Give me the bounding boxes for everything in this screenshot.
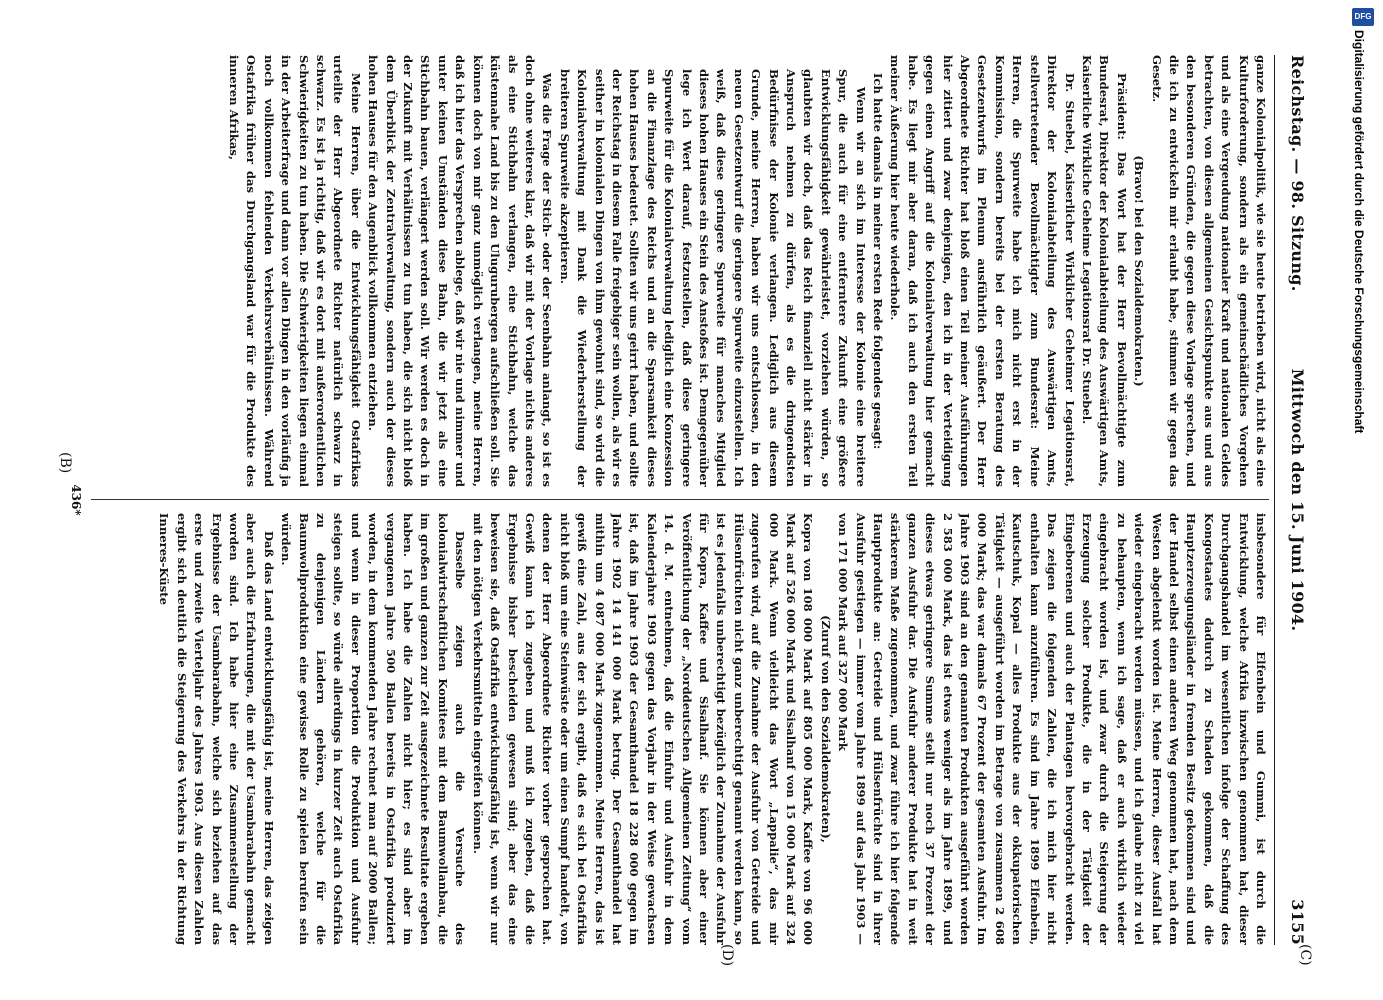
page-number: 3155	[1288, 899, 1307, 945]
paragraph: ganze Kolonialpolitik, wie sie heute betrieben wird, nicht als eine Kulturforderung, sondern als ein gemeinschädliches Vorgehen und als eine Vergeudung nationaler Kraft und nationalen Geldes betrachten, von diesen allgemeinen Gesichtspunkte aus und aus den besonderen Gründen, die gegen diese Vorlage sprechen, und die ich zu entwickeln mir erlaubt habe, stimmen wir gegen das Gesetz.	[1149, 55, 1268, 487]
paragraph: Dasselbe zeigen auch die Versuche des kolonialwirtschaftlichen Komitees mit dem Baumwollanbau, die im großen und ganzen zur Zeit ausgezeichnete Resultate ergeben haben. Ich habe die Zahlen nicht hier; es sind aber im vergangenen Jahre 500 Ballen bereits in Ostafrika produziert worden, in dem kommenden Jahre rechnet man auf 2000 Ballen; und wenn in dieser Proportion die Produktion und Ausfuhr steigen sollte, so würde allerdings in kurzer Zeit auch Ostafrika zu denjenigen Ländern gehören, welche für die Baumwollproduktion eine gewisse Rolle zu spielen berufen sein würden.	[279, 513, 468, 945]
quote-paragraph: Wenn wir an sich im Interesse der Kolonie eine breitere Spur, die auch für eine entferntere Zukunft eine größere Entwicklungsfähigkeit gewährleistet, vorziehen würden, so glaubten wir doch, daß das Reich finanziell nicht stärker in Anspruch nehmen zu dürfen, als es die dringendsten Bedürfnisse der Kolonie verlangen. Lediglich aus diesem Grunde, meine Herren, haben wir uns entschlossen, in den neuen Gesetzentwurf die geringere Spurweite einzustellen. Ich weiß, daß diese geringere Spurweite für manches Mitglied dieses hohen Hauses ein Stein des Anstoßes ist. Demgegenüber lege ich Wert darauf, festzustellen, daß diese geringere Spurweite für die Kolonialverwaltung lediglich eine Konzession an die Finanzlage des Reichs und an die Sparsamkeit dieses hohen Hauses bedeutet. Sollten wir uns geirrt haben, und sollte der Reichstag in diesem Falle freigebiger sein wollen, als wir es seither in kolonialen Dingen von ihm gewohnt sind, so wird die Kolonialverwaltung mit Dank die Wiederherstellung der breiteren Spurweite akzeptieren.	[557, 69, 868, 487]
dfg-logo: DFG	[1352, 8, 1374, 26]
session-title: Reichstag. — 98. Sitzung.	[1288, 55, 1307, 292]
paragraph: Was die Frage der Stich- oder der Seenbahn anlangt, so ist es doch ohne weiteres klar, daß wir mit der Vorlage nichts anderes als eine Stichbahn verlangen, eine Stichbahn, welche das küstennahe Land bis zu den Ulugurubergen aufschließen soll. Sie können doch von mir ganz unmöglich verlangen, meine Herren, daß ich hier das Versprechen ablege, daß wir nie und nimmer und unter keinen Umständen diese Bahn, die wir jetzt als eine Stichbahn bauen, verlängert werden soll. Wir werden es doch in der Zukunft mit Verhältnissen zu tun haben, die sich nicht bloß dem Überblick der Zentralverwaltung, sondern auch der dieses hohen Hauses für den Augenblick vollkommen entziehen.	[366, 55, 555, 487]
margin-mark-b: (B)	[57, 452, 73, 474]
margin-mark-d: (D)	[719, 944, 735, 967]
paragraph: Kopra von 108 000 Mark auf 805 000 Mark, Kaffee von 96 000 Mark auf 526 000 Mark und Sisalhanf von 15 000 Mark auf 324 000 Mark. Wenn vielleicht das Wort „Lappalie“, das mir zugerufen wird, auf die Zunahme der Ausfuhr von Getreide und Hülsenfrüchten nicht ganz unberechtigt genannt werden kann, so ist es jedenfalls unberechtigt bezüglich der Zunahme der Ausfuhr für Kopra, Kaffee und Sisalhanf. Sie können aber einer Veröffentlichung der „Norddeutschen Allgemeinen Zeitung“ vom 14. d. M. entnehmen, daß die Einfuhr und Ausfuhr in dem Kalenderjahre 1903 gegen das Vorjahr in der Weise gewachsen ist, daß im Jahre 1903 der Gesamthandel 18 228 000 gegen im Jahre 1902 14 141 000 Mark betrug. Der Gesamthandel hat mithin um 4 087 000 Mark zugenommen. Meine Herren, das ist gewiß eine Zahl, aus der sich ergibt, daß es sich bei Ostafrika nicht bloß um eine Steinwüste oder um einen Sumpf handelt, von denen der Herr Abgeordnete Richter vorher gesprochen hat. Gewiß kann ich zugeben und muß ich zugeben, daß die Ergebnisse bisher bescheiden gewesen sind; aber das eine beweisen sie, daß Ostafrika entwicklungsfähig ist, wenn wir nur mit den nötigen Verkehrsmitteln eingreifen können.	[470, 513, 816, 945]
applause-note: (Bravo! bei den Sozialdemokraten.)	[1132, 155, 1147, 387]
paragraph: Ich hatte damals in meiner ersten Rede folgendes gesagt:	[871, 73, 886, 450]
page-header	[1279, 55, 1313, 945]
newspaper-page	[45, 0, 1335, 1000]
column-divider	[91, 499, 1269, 500]
paragraph: Meine Herren, über die Entwicklungsfähigkeit Ostafrikas urteilte der Herr Abgeordnete Richter natürlich schwarz in schwarz. Es ist ja richtig, daß wir es dort mit außerordentlichen Schwierigkeiten zu tun haben. Die Schwierigkeiten liegen einmal in der Arbeiterfrage und dann vor allen Dingen in den vorläufig ja noch vollkommen fehlenden Verkehrsverhältnissen. Während Ostafrika früher das Durchgangsland war für die Produkte des inneren Afrikas,	[227, 55, 363, 487]
margin-mark-c: (C)	[1297, 944, 1313, 966]
session-date: Mittwoch den 15. Juni 1904.	[1288, 368, 1307, 632]
right-column	[89, 513, 1269, 945]
digitization-credit	[1352, 8, 1380, 998]
left-column	[89, 55, 1269, 487]
paragraph: Daß das Land entwicklungsfähig ist, meine Herren, das zeigen aber auch die Erfahrungen, die mit der Usambarabahn gemacht worden sind. Ich habe hier eine Zusammenstellung der Ergebnisse der Usambarabahn, welche sich beziehen auf das erste und zweite Vierteljahr des Jahres 1903. Aus diesen Zahlen ergibt sich deutlich die Steigerung des Verkehrs in der Richtung Inneres-Küste	[157, 513, 276, 945]
interjection-note: (Zuruf von den Sozialdemokraten),	[818, 615, 833, 843]
paragraph: insbesondere für Elfenbein und Gummi, ist durch die Entwicklung, welche Afrika inzwischen genommen hat, dieser Durchgangshandel im wesentlichen infolge der Schaffung des Kongostaates dadurch zu Schaden gekommen, daß die Hauptzerzeugungsländer in fremden Besitz gekommen sind und der Handel selbst einen anderen Weg genommen hat, nach dem Westen abgelenkt worden ist. Meine Herren, dieser Ausfall hat wieder eingebracht werden müssen, und ich glaube nicht zu viel zu behaupten, wenn ich sage, daß er auch wirklich wieder eingebracht worden ist, und zwar durch die Steigerung der Erzeugung solcher Produkte, die in der Tätigkeit der Eingeborenen und auch der Plantagen hervorgebracht werden. Das zeigen die folgenden Zahlen, die ich mich hier nicht enthalten kann anzuführen. Es sind im Jahre 1899 Elfenbein, Kautschuk, Kopal — alles Produkte aus der okkupatorischen Tätigkeit — ausgeführt worden im Betrage von zusammen 2 608 000 Mark; das war damals 67 Prozent der gesamten Ausfuhr. Im Jahre 1903 sind an den genannten Produkten ausgeführt worden 2 583 000 Mark, das ist etwas weniger als im Jahre 1899, und dieses etwas geringere Summe stellt nur noch 37 Prozent der ganzen Ausfuhr dar. Die Ausfuhr anderer Produkte hat in weit stärkerem Maße zugenommen, und zwar führe ich hier folgende Hauptprodukte an: Getreide und Hülsenfrüchte sind in ihrer Ausfuhr gestiegen — immer vom Jahre 1899 auf das Jahr 1903 — von 171 000 Mark auf 327 000 Mark	[836, 513, 1268, 945]
sheet-number: 436*	[69, 484, 83, 516]
paragraph: Dr. Stuebel, Kaiserlicher Wirklicher Geheimer Legationsrat, Direktor der Kolonialabteilung des Auswärtigen Amts, stellvertretender Bevollmächtigter zum Bundesrat: Meine Herren, die Spurweite habe ich mich nicht erst in der Kommission, sondern bereits bei der ersten Beratung des Gesetzentwurfs im Plenum ausführlich geäußert. Der Herr Abgeordnete Richter hat bloß einen Teil meiner Ausführungen hier zitiert und zwar denjenigen, den ich in der Verteidigung gegen einen Angriff auf die Kolonialverwaltung hier gemacht habe. Es liegt mir aber daran, daß ich auch den ersten Teil meiner Äußerung hier heute wiederhole.	[888, 55, 1077, 487]
credit-text: Digitalisierung gefördert durch die Deutsche Forschungsgemeinschaft	[1352, 30, 1366, 434]
paragraph: Präsident: Das Wort hat der Herr Bevollmächtigte zum Bundesrat, Direktor der Kolonialabteilung des Auswärtigen Amts, Kaiserliche Wirkliche Geheime Legationsrat Dr. Stuebel.	[1079, 55, 1129, 487]
header-divider	[1274, 55, 1275, 945]
